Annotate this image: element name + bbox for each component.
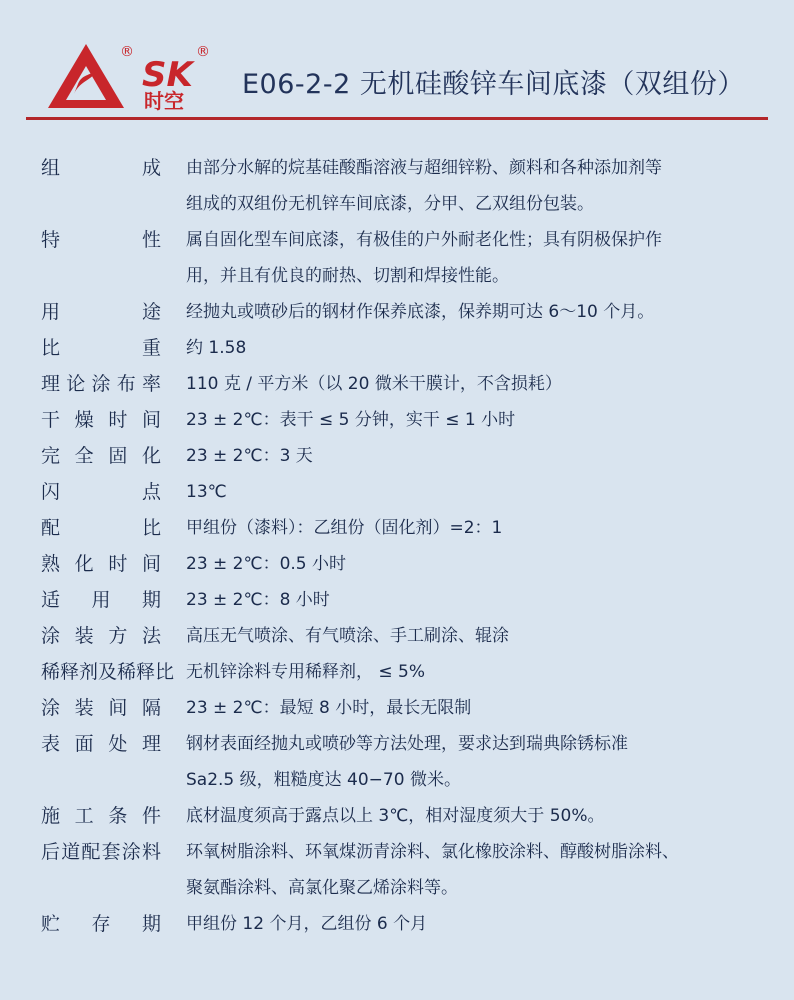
document-header bbox=[0, 0, 794, 125]
spec-label: 涂装间隔 bbox=[41, 697, 161, 719]
spec-value bbox=[186, 546, 726, 582]
spec-label: 完全固化 bbox=[41, 445, 161, 467]
spec-value-line: 聚氨酯涂料、高氯化聚乙烯涂料等。 bbox=[186, 878, 458, 898]
spec-value bbox=[186, 582, 726, 618]
triangle-logo-icon bbox=[48, 44, 124, 108]
spec-value-line: 钢材表面经抛丸或喷砂等方法处理，要求达到瑞典除锈标准 bbox=[186, 734, 628, 754]
spec-label: 施工条件 bbox=[41, 805, 161, 827]
spec-label: 比重 bbox=[41, 337, 161, 359]
spec-label: 熟化时间 bbox=[41, 553, 161, 575]
spec-value-line: 经抛丸或喷砂后的钢材作保养底漆，保养期可达 6～10 个月。 bbox=[186, 302, 655, 322]
spec-label: 涂装方法 bbox=[41, 625, 161, 647]
spec-value-line: 23 ± 2℃：表干 ≤ 5 分钟，实干 ≤ 1 小时 bbox=[186, 410, 516, 430]
spec-value-line: 23 ± 2℃：3 天 bbox=[186, 446, 313, 466]
spec-label: 表面处理 bbox=[41, 733, 161, 755]
spec-value bbox=[186, 366, 726, 402]
spec-value bbox=[186, 690, 726, 726]
spec-label: 闪点 bbox=[41, 481, 161, 503]
spec-value bbox=[186, 726, 726, 798]
spec-label: 配比 bbox=[41, 517, 161, 539]
spec-value bbox=[186, 438, 726, 474]
registered-mark-left: ® bbox=[120, 44, 134, 60]
spec-value-line: 23 ± 2℃：最短 8 小时，最长无限制 bbox=[186, 698, 472, 718]
spec-value-line: Sa2.5 级，粗糙度达 40−70 微米。 bbox=[186, 770, 461, 790]
brand-mark-sk: SK bbox=[142, 55, 193, 95]
spec-value-line: 甲组份（漆料）：乙组份（固化剂）=2：1 bbox=[186, 518, 503, 538]
spec-value-line: 底材温度须高于露点以上 3℃，相对湿度须大于 50%。 bbox=[186, 806, 605, 826]
spec-label: 用途 bbox=[41, 301, 161, 323]
registered-mark-right: ® bbox=[196, 44, 210, 60]
spec-value bbox=[186, 798, 726, 834]
spec-value bbox=[186, 222, 726, 294]
spec-value bbox=[186, 330, 726, 366]
spec-label: 适用期 bbox=[41, 589, 161, 611]
spec-value bbox=[186, 402, 726, 438]
spec-value-line: 13℃ bbox=[186, 482, 227, 502]
spec-value bbox=[186, 654, 726, 690]
spec-value-line: 约 1.58 bbox=[186, 338, 247, 358]
header-divider bbox=[26, 117, 768, 120]
spec-value-line: 高压无气喷涂、有气喷涂、手工刷涂、辊涂 bbox=[186, 626, 509, 646]
spec-label: 稀释剂及稀释比 bbox=[41, 661, 175, 683]
spec-value-line: 环氧树脂涂料、环氧煤沥青涂料、氯化橡胶涂料、醇酸树脂涂料、 bbox=[186, 842, 679, 862]
spec-value-line: 无机锌涂料专用稀释剂， ≤ 5% bbox=[186, 662, 426, 682]
document-title: E06-2-2 无机硅酸锌车间底漆（双组份） bbox=[242, 69, 745, 100]
brand-name: 时空 bbox=[144, 89, 184, 112]
spec-label: 特性 bbox=[41, 229, 161, 251]
spec-label: 理论涂布率 bbox=[41, 373, 161, 395]
spec-value-line: 用，并且有优良的耐热、切割和焊接性能。 bbox=[186, 266, 509, 286]
spec-value-line: 组成的双组份无机锌车间底漆，分甲、乙双组份包装。 bbox=[186, 194, 594, 214]
spec-value-line: 23 ± 2℃：0.5 小时 bbox=[186, 554, 347, 574]
spec-value-line: 110 克 / 平方米（以 20 微米干膜计，不含损耗） bbox=[186, 374, 562, 394]
spec-value bbox=[186, 150, 726, 222]
spec-value bbox=[186, 510, 726, 546]
spec-value-line: 甲组份 12 个月，乙组份 6 个月 bbox=[186, 914, 428, 934]
spec-value bbox=[186, 474, 726, 510]
spec-value bbox=[186, 618, 726, 654]
spec-label: 贮存期 bbox=[41, 913, 161, 935]
spec-value-line: 23 ± 2℃：8 小时 bbox=[186, 590, 330, 610]
spec-label: 干燥时间 bbox=[41, 409, 161, 431]
spec-value bbox=[186, 294, 726, 330]
spec-value-line: 由部分水解的烷基硅酸酯溶液与超细锌粉、颜料和各种添加剂等 bbox=[186, 158, 662, 178]
spec-label: 组成 bbox=[41, 157, 161, 179]
spec-value bbox=[186, 834, 726, 906]
spec-label: 后道配套涂料 bbox=[41, 841, 161, 863]
brand-logo bbox=[46, 40, 226, 112]
spec-value bbox=[186, 906, 726, 942]
spec-value-line: 属自固化型车间底漆，有极佳的户外耐老化性；具有阴极保护作 bbox=[186, 230, 662, 250]
